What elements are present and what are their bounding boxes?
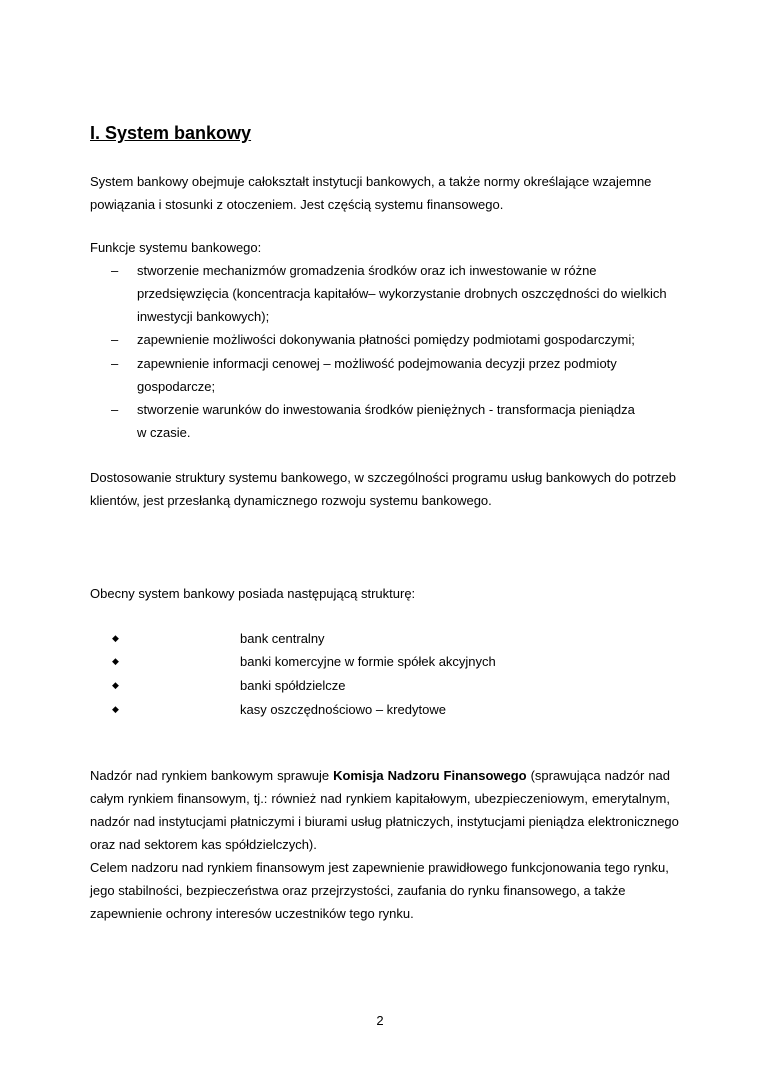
intro-line: System bankowy obejmuje całokształt instytucji bankowych, a także normy określające wzajemne <box>90 174 652 189</box>
page-number: 2 <box>376 1013 384 1028</box>
supervision-line: nadzór nad instytucjami płatniczymi i biurami usług płatniczych, instytucjami pieniądza elektronicznego <box>90 814 679 829</box>
dash-marker: – <box>111 263 119 278</box>
dash-marker: – <box>111 402 119 417</box>
supervision-line: oraz nad sektorem kas spółdzielczych). <box>90 837 317 852</box>
supervision-line: Nadzór nad rynkiem bankowym sprawuje Komisja Nadzoru Finansowego (sprawująca nadzór nad <box>90 768 671 783</box>
structure-item <box>90 650 590 673</box>
structure-item <box>90 698 590 721</box>
diamond-bullet-icon: ◆ <box>112 633 119 643</box>
dash-marker: – <box>111 356 119 371</box>
structure-item-text: banki spółdzielcze <box>240 678 346 693</box>
diamond-bullet-icon: ◆ <box>112 680 119 690</box>
function-item-text: stworzenie warunków do inwestowania środków pieniężnych - transformacja pieniądza w czasie. <box>137 402 635 440</box>
knf-name: Komisja Nadzoru Finansowego <box>333 768 527 783</box>
structure-title: Obecny system bankowy posiada następującą strukturę: <box>90 586 416 601</box>
dash-marker: – <box>111 332 119 347</box>
adaptation-line: klientów, jest przesłanką dynamicznego rozwoju systemu bankowego. <box>90 493 492 508</box>
supervision-paragraph <box>90 764 679 925</box>
structure-item-text: banki komercyjne w formie spółek akcyjnych <box>240 654 496 669</box>
intro-paragraph <box>90 170 651 216</box>
structure-item <box>90 674 590 697</box>
diamond-bullet-icon: ◆ <box>112 704 119 714</box>
adaptation-line: Dostosowanie struktury systemu bankowego, w szczególności programu usług bankowych do potrzeb <box>90 470 677 485</box>
adaptation-paragraph <box>90 466 676 512</box>
functions-title: Funkcje systemu bankowego: <box>90 240 262 255</box>
diamond-bullet-icon: ◆ <box>112 656 119 666</box>
supervision-line: całym rynkiem finansowym, tj.: również nad rynkiem kapitałowym, ubezpieczeniowym, emerytalnym, <box>90 791 670 806</box>
structure-item <box>90 627 590 650</box>
structure-item-text: bank centralny <box>240 631 325 646</box>
supervision-line: Celem nadzoru nad rynkiem finansowym jest zapewnienie prawidłowego funkcjonowania tego rynku, <box>90 860 669 875</box>
function-item-text: stworzenie mechanizmów gromadzenia środków oraz ich inwestowanie w różne przedsięwzięcia (koncentracja kapitałów– wykorzystanie drobnych oszczędności do wielkich inwestycji bankowych); <box>137 263 667 324</box>
structure-item-text: kasy oszczędnościowo – kredytowe <box>240 702 446 717</box>
supervision-line: jego stabilności, bezpieczeństwa oraz przejrzystości, zaufania do rynku finansowego, a także <box>90 883 626 898</box>
function-item-text: zapewnienie możliwości dokonywania płatności pomiędzy podmiotami gospodarczymi; <box>137 332 635 347</box>
function-item-text: zapewnienie informacji cenowej – możliwość podejmowania decyzji przez podmioty gospodarcze; <box>137 356 617 394</box>
intro-line: powiązania i stosunki z otoczeniem. Jest częścią systemu finansowego. <box>90 197 504 212</box>
supervision-line: zapewnienie ochrony interesów uczestników tego rynku. <box>90 906 414 921</box>
section-heading: I. System bankowy <box>90 123 252 143</box>
